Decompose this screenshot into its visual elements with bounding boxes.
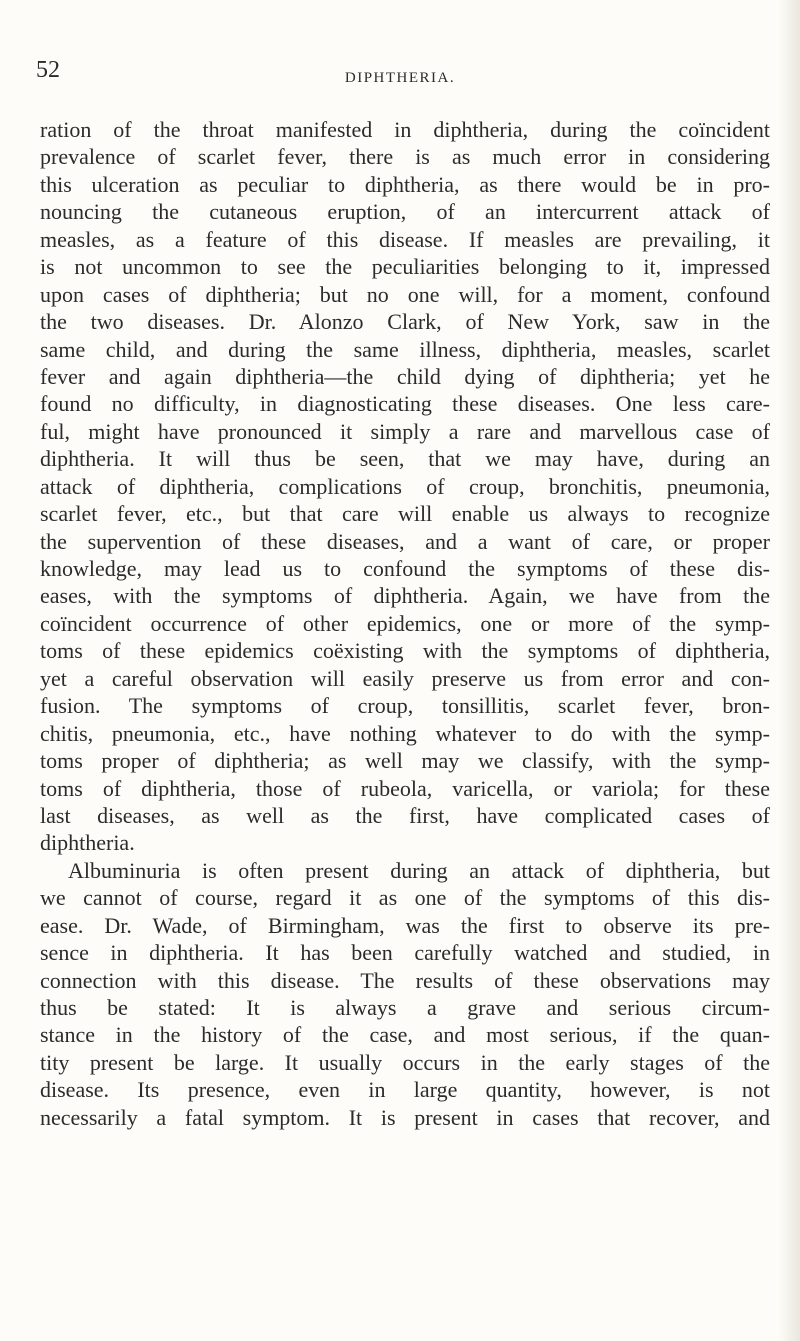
text-line: prevalence of scarlet fever, there is as much error in considering (40, 144, 770, 170)
paragraph-end-line: diphtheria. (40, 830, 135, 856)
text-line: ease. Dr. Wade, of Birmingham, was the first to observe its pre- (40, 912, 770, 938)
text-line: the supervention of these diseases, and a want of care, or proper (40, 528, 770, 554)
text-line: stance in the history of the case, and most serious, if the quan- (40, 1022, 770, 1048)
text-line: scarlet fever, etc., but that care will enable us always to recognize (40, 501, 770, 527)
text-line: disease. Its presence, even in large quantity, however, is not (40, 1077, 770, 1103)
text-line: coïncident occurrence of other epidemics, one or more of the symp- (40, 610, 770, 636)
text-line: connection with this disease. The results of these observations may (40, 967, 770, 993)
text-line: thus be stated: It is always a grave and serious circum- (40, 995, 770, 1020)
text-line: chitis, pneumonia, etc., have nothing whatever to do with the symp- (40, 720, 770, 746)
text-line: last diseases, as well as the first, have complicated cases of (40, 802, 770, 828)
text-line: the two diseases. Dr. Alonzo Clark, of New York, saw in the (40, 309, 770, 335)
text-line: tity present be large. It usually occurs in the early stages of the (40, 1049, 770, 1075)
text-line: toms of diphtheria, those of rubeola, varicella, or variola; for these (40, 775, 770, 801)
page-number: 52 (36, 57, 60, 83)
text-line: knowledge, may lead us to confound the symptoms of these dis- (40, 556, 770, 581)
text-line: sence in diphtheria. It has been carefully watched and studied, in (40, 940, 770, 966)
text-line: we cannot of course, regard it as one of the symptoms of this dis- (40, 885, 770, 911)
page-edge-shadow (778, 0, 800, 1341)
text-line: fever and again diphtheria—the child dying of diphtheria; yet he (40, 363, 770, 389)
text-line: is not uncommon to see the peculiarities belonging to it, impressed (40, 254, 770, 280)
text-line: measles, as a feature of this disease. If measles are prevailing, it (40, 226, 770, 252)
text-line: attack of diphtheria, complications of croup, bronchitis, pneumonia, (40, 473, 770, 499)
text-line: found no difficulty, in diagnosticating these diseases. One less care- (40, 391, 770, 417)
text-line: this ulceration as peculiar to diphtheria, as there would be in pro- (40, 171, 770, 197)
text-line: eases, with the symptoms of diphtheria. Again, we have from the (40, 583, 770, 609)
body-text (40, 116, 770, 1131)
text-line: necessarily a fatal symptom. It is present in cases that recover, and (40, 1104, 770, 1130)
text-line: ful, might have pronounced it simply a rare and marvellous case of (40, 418, 770, 444)
text-line: diphtheria. It will thus be seen, that we may have, during an (40, 446, 770, 472)
text-line: ration of the throat manifested in diphtheria, during the coïncident (40, 117, 770, 142)
text-line: toms of these epidemics coëxisting with the symptoms of diphtheria, (40, 638, 770, 664)
text-line: toms proper of diphtheria; as well may we classify, with the symp- (40, 748, 770, 774)
text-line: fusion. The symptoms of croup, tonsillitis, scarlet fever, bron- (40, 693, 770, 719)
text-line: yet a careful observation will easily preserve us from error and con- (40, 665, 770, 691)
text-line: upon cases of diphtheria; but no one will, for a moment, confound (40, 281, 770, 307)
paragraph-start-line: Albuminuria is often present during an attack of diphtheria, but (68, 857, 770, 883)
text-line: nouncing the cutaneous eruption, of an intercurrent attack of (40, 199, 770, 225)
running-head: DIPHTHERIA. (344, 70, 456, 86)
text-line: same child, and during the same illness, diphtheria, measles, scarlet (40, 336, 770, 362)
